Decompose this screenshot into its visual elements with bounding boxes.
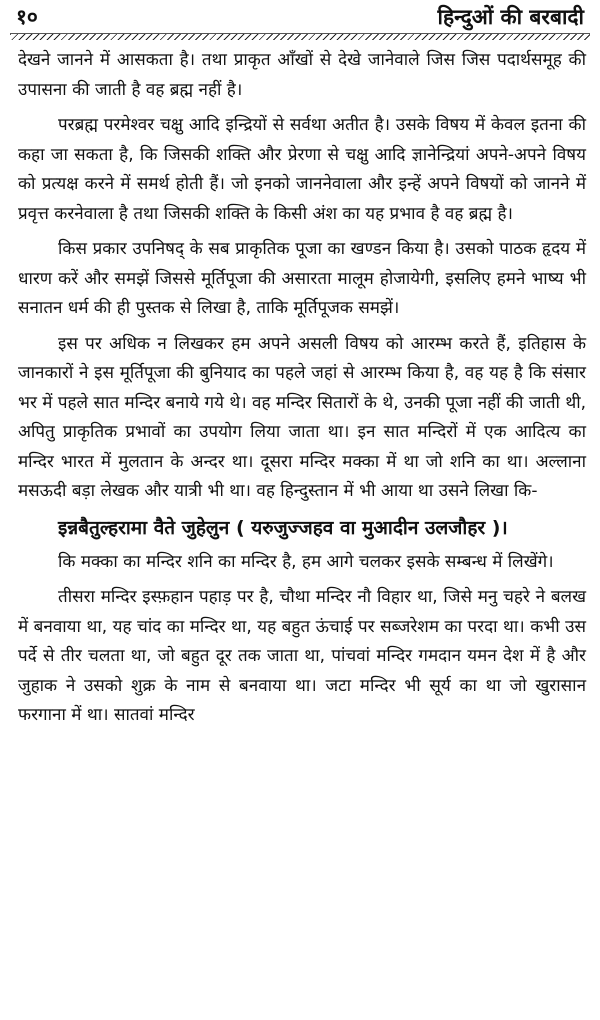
paragraph-3: किस प्रकार उपनिषद् के सब प्राकृतिक पूजा का खण्डन किया है। उसको पाठक हृदय में धारण करें और समझें जिससे मूर्तिपूजा की असारता मालूम होजायेगी, इसलिए हमने भाष्य भी सनातन धर्म की ही पुस्तक से लिखा है, ताकि मूर्तिपूजक समझें। [18,239,586,318]
page-header [10,4,590,30]
page-number: १० [16,5,38,29]
arabic-quote: इन्नबैतुल्हरामा वैते जुहेलुन ( यरुजुज्जहव वा मुआदीन उलजौहर )। [58,516,508,539]
paragraph-6: तीसरा मन्दिर इस्फ़हान पहाड़ पर है, चौथा मन्दिर नौ विहार था, जिसे मनु चहरे ने बलख में बनवाया था, यह चांद का मन्दिर था, यह बहुत ऊंचाई पर सब्जरेशम का परदा था। कभी उस पर्दे से तीर चलता था, जो बहुत दूर तक जाता था, पांचवां मन्दिर गमदान यमन देश में है और जुहाक ने उसको शुक्र के नाम से बनवाया था। जटा मन्दिर भी सूर्य का था जो खुरासान फरगाना में था। सातवां मन्दिर [18,587,586,725]
body-text [18,46,586,737]
header-divider [10,33,590,40]
paragraph-4: इस पर अधिक न लिखकर हम अपने असली विषय को आरम्भ करते हैं, इतिहास के जानकारों ने इस मूर्तिपूजा की बुनियाद का पहले जहां से आरम्भ किया है, वह यह है कि संसार भर में पहले सात मन्दिर बनाये गये थे। वह मन्दिर सितारों के थे, उनकी पूजा नहीं की जाती थी, अपितु प्राकृतिक प्रभावों का उपयोग लिया जाता था। इन सात मन्दिरों में एक आदित्य का मन्दिर भारत में मुलतान के अन्दर था। दूसरा मन्दिर मक्का में था जो शनि का था। अल्लाना मसऊदी बड़ा लेखक और यात्री भी था। वह हिन्दुस्तान में भी आया था उसने लिखा कि- [18,333,587,501]
paragraph-2: परब्रह्म परमेश्वर चक्षु आदि इन्द्रियों से सर्वथा अतीत है। उसके विषय में केवल इतना की कहा जा सकता है, कि जिसकी शक्ति और प्रेरणा से चक्षु आदि ज्ञानेन्द्रियां अपने-अपने विषय को प्रत्यक्ष करने में समर्थ होती हैं। जो इनको जाननेवाला और इन्हें अपने विषयों को जानने में प्रवृत्त करनेवाला है तथा जिसकी शक्ति के किसी अंश का यह प्रभाव है वह ब्रह्म है। [18,115,586,224]
running-title: हिन्दुओं की बरबादी [437,5,584,29]
paragraph-1: देखने जानने में आसकता है। तथा प्राकृत आँखों से देखे जानेवाले जिस जिस पदार्थसमूह की उपासना की जाती है वह ब्रह्म नहीं है। [18,50,586,100]
paragraph-5: कि मक्का का मन्दिर शनि का मन्दिर है, हम आगे चलकर इसके सम्बन्ध में लिखेंगे। [58,551,554,572]
